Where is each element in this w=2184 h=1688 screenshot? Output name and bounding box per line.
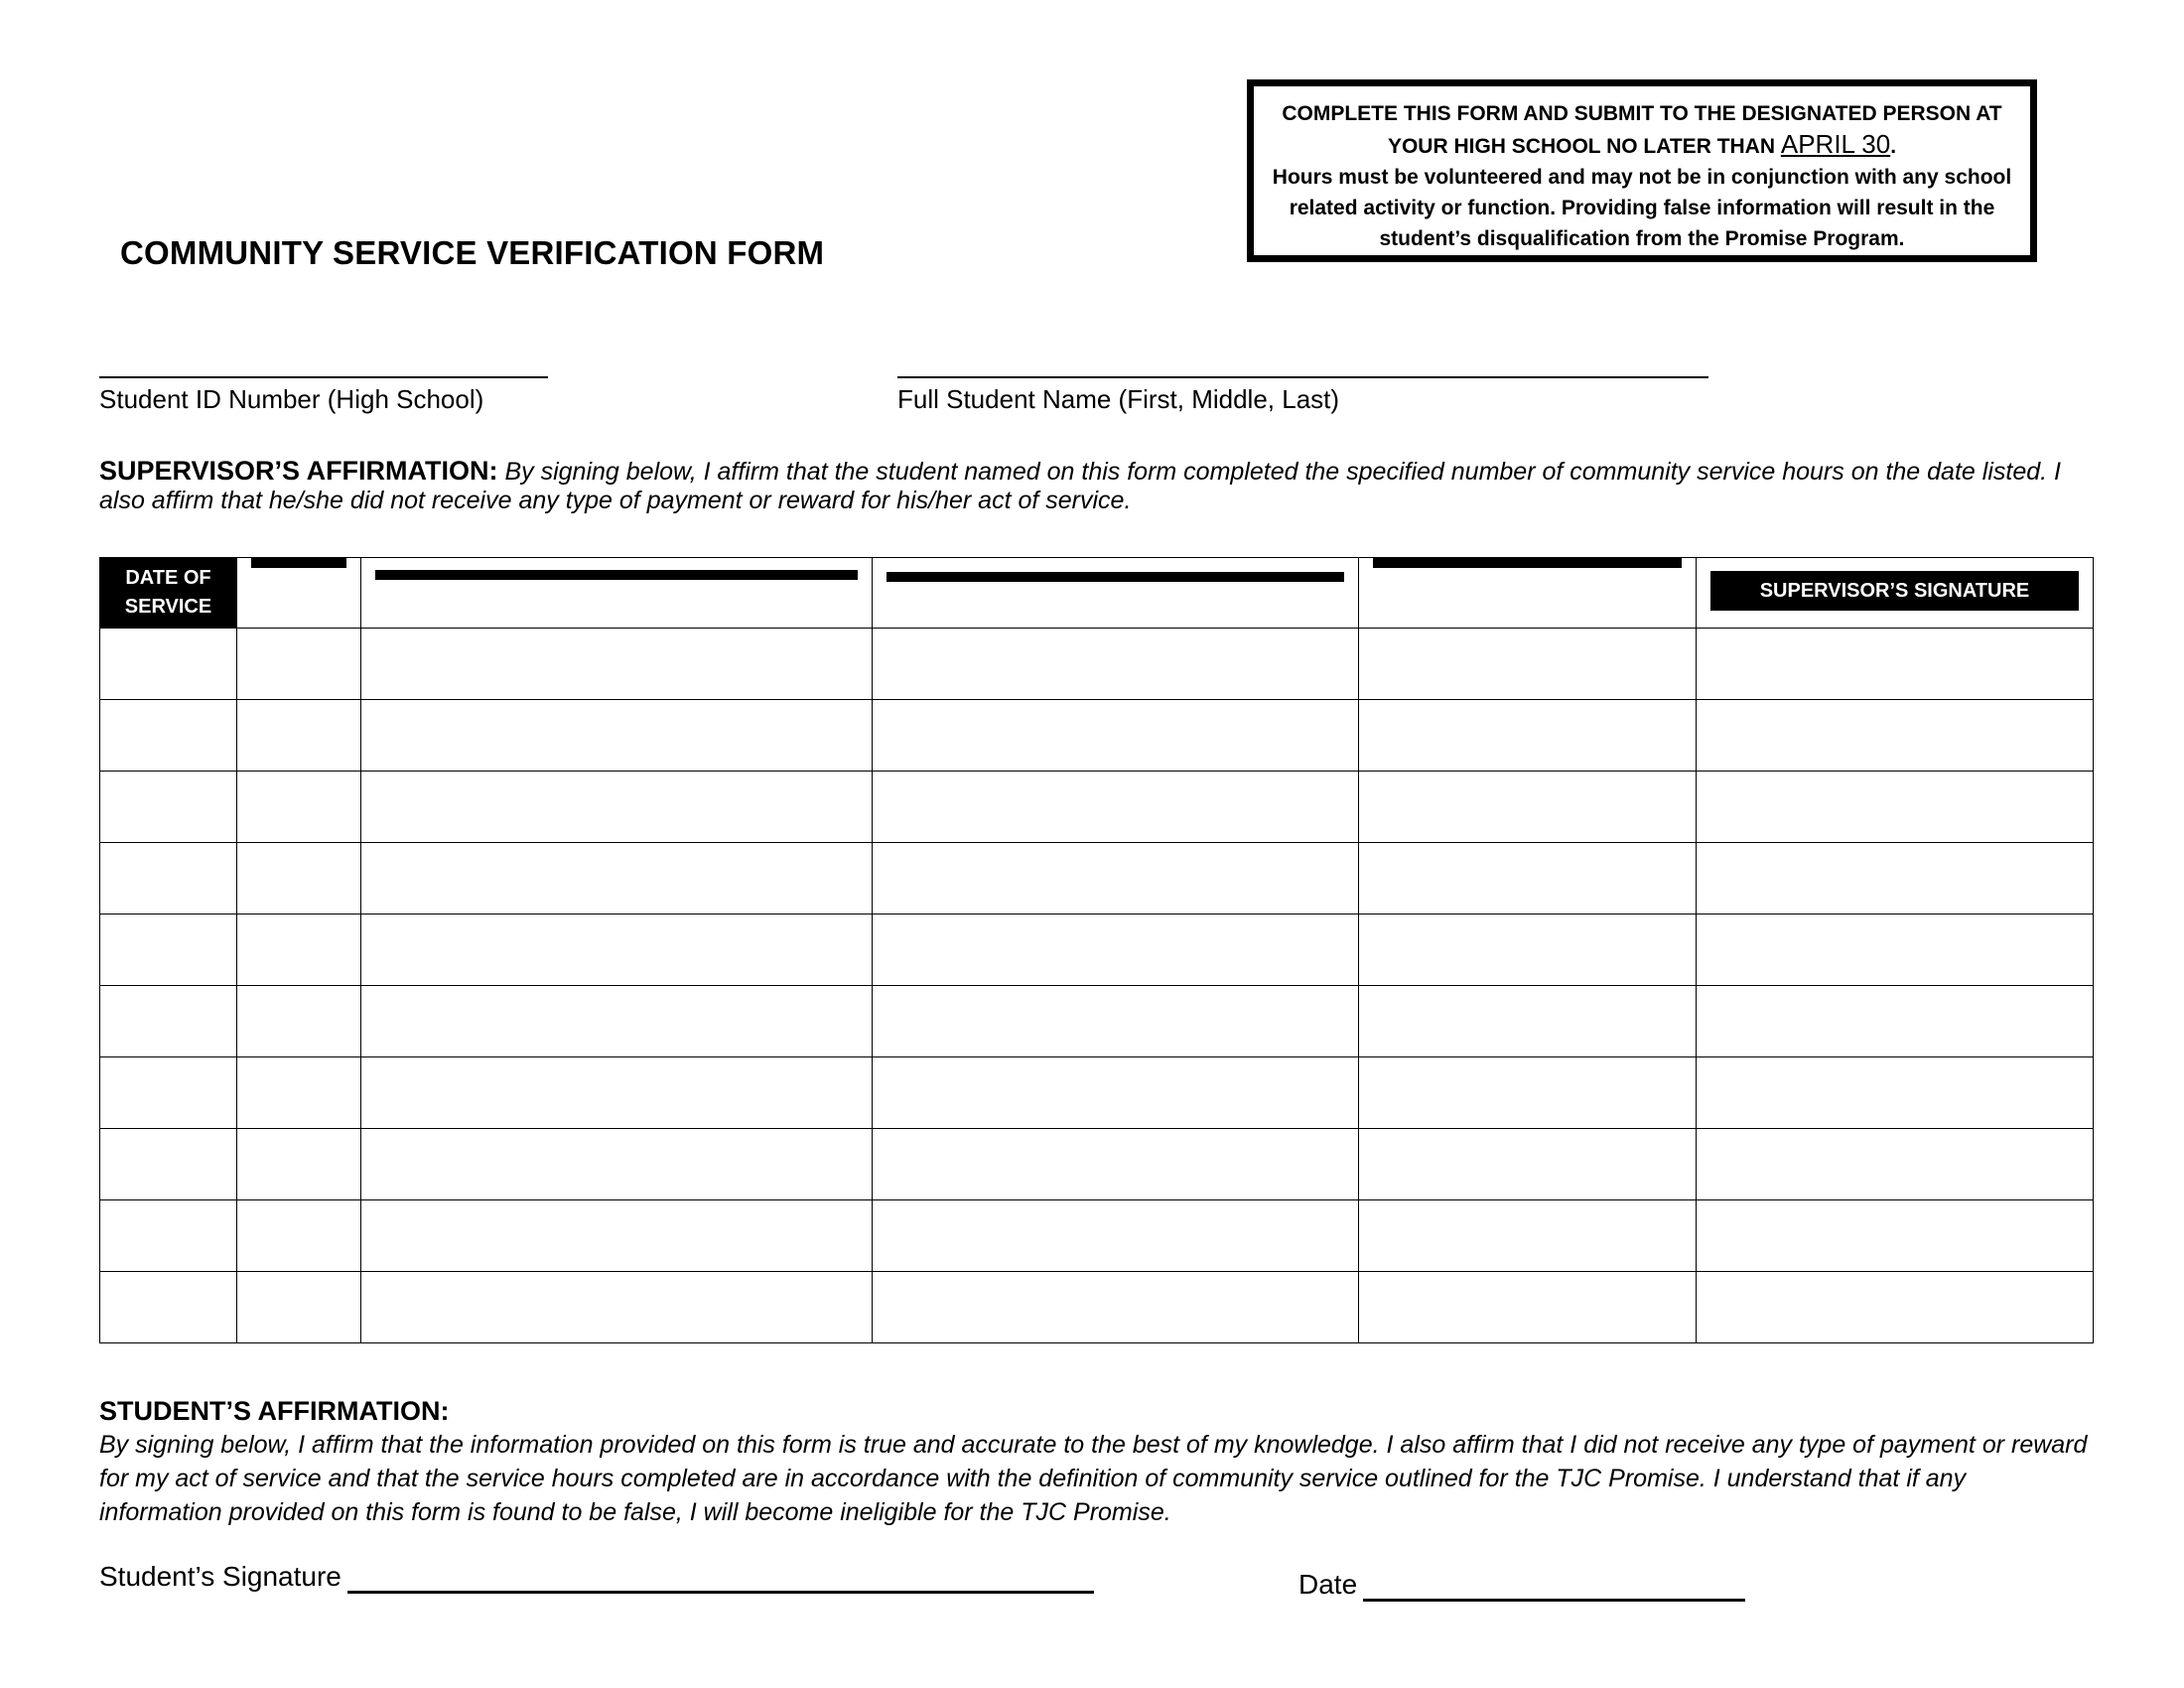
table-cell[interactable] bbox=[100, 914, 237, 986]
student-signature-label: Student’s Signature bbox=[99, 1561, 341, 1592]
student-name-field[interactable] bbox=[897, 376, 1708, 378]
table-cell[interactable] bbox=[237, 772, 361, 843]
table-cell[interactable] bbox=[237, 700, 361, 772]
table-cell[interactable] bbox=[361, 1057, 873, 1129]
table-header-row bbox=[100, 558, 2094, 629]
table-cell[interactable] bbox=[100, 1057, 237, 1129]
table-cell[interactable] bbox=[361, 986, 873, 1057]
table-cell[interactable] bbox=[237, 986, 361, 1057]
student-signature-field[interactable] bbox=[347, 1591, 1094, 1594]
table-cell[interactable] bbox=[873, 629, 1359, 700]
header-redacted-1 bbox=[237, 558, 361, 629]
table-cell[interactable] bbox=[1697, 914, 2094, 986]
header-date-of-service: DATE OF SERVICE bbox=[100, 558, 237, 629]
table-cell[interactable] bbox=[873, 1057, 1359, 1129]
deadline-date: APRIL 30 bbox=[1780, 129, 1891, 159]
table-cell[interactable] bbox=[237, 629, 361, 700]
table-cell[interactable] bbox=[237, 1272, 361, 1343]
redaction-bar bbox=[1373, 558, 1682, 568]
header-supervisor-signature bbox=[1697, 558, 2094, 629]
supervisor-affirmation-text: By signing below, I affirm that the student named on this form completed the specified number of community service hours on the date listed. I also affirm that he/she did not receive any type of payment or reward for his/her act of service. bbox=[99, 458, 2061, 514]
table-cell[interactable] bbox=[100, 629, 237, 700]
table-cell[interactable] bbox=[361, 1200, 873, 1272]
table-cell[interactable] bbox=[1697, 1272, 2094, 1343]
student-affirmation bbox=[99, 1394, 2095, 1529]
form-title: COMMUNITY SERVICE VERIFICATION FORM bbox=[120, 234, 825, 271]
header-redacted-4 bbox=[1359, 558, 1697, 629]
table-cell[interactable] bbox=[361, 772, 873, 843]
table-cell[interactable] bbox=[1697, 629, 2094, 700]
table-cell[interactable] bbox=[1697, 1057, 2094, 1129]
table-cell[interactable] bbox=[361, 629, 873, 700]
table-row bbox=[100, 1272, 2094, 1343]
table-cell[interactable] bbox=[361, 843, 873, 914]
student-affirmation-heading: STUDENT’S AFFIRMATION: bbox=[99, 1396, 450, 1426]
table-cell[interactable] bbox=[1359, 986, 1697, 1057]
table-cell[interactable] bbox=[873, 914, 1359, 986]
table-cell[interactable] bbox=[873, 1200, 1359, 1272]
date-label: Date bbox=[1298, 1569, 1358, 1600]
table-row bbox=[100, 629, 2094, 700]
table-cell[interactable] bbox=[100, 1200, 237, 1272]
table-cell[interactable] bbox=[361, 1129, 873, 1200]
table-row bbox=[100, 914, 2094, 986]
table-cell[interactable] bbox=[1359, 1272, 1697, 1343]
table-cell[interactable] bbox=[873, 772, 1359, 843]
supervisor-affirmation bbox=[99, 457, 2085, 515]
submission-notice-box bbox=[1247, 79, 2037, 262]
table-cell[interactable] bbox=[361, 914, 873, 986]
table-cell[interactable] bbox=[361, 700, 873, 772]
table-cell[interactable] bbox=[873, 1129, 1359, 1200]
table-cell[interactable] bbox=[1359, 629, 1697, 700]
table-cell[interactable] bbox=[237, 843, 361, 914]
table-cell[interactable] bbox=[873, 843, 1359, 914]
table-cell[interactable] bbox=[873, 986, 1359, 1057]
table-cell[interactable] bbox=[1697, 843, 2094, 914]
table-cell[interactable] bbox=[100, 986, 237, 1057]
supervisor-affirmation-heading: SUPERVISOR’S AFFIRMATION: bbox=[99, 456, 498, 486]
date-field[interactable] bbox=[1363, 1599, 1745, 1602]
table-cell[interactable] bbox=[100, 843, 237, 914]
header-redacted-3 bbox=[873, 558, 1359, 629]
table-cell[interactable] bbox=[1359, 1200, 1697, 1272]
table-row bbox=[100, 1057, 2094, 1129]
service-hours-table bbox=[99, 557, 2094, 1343]
student-name-label: Full Student Name (First, Middle, Last) bbox=[897, 384, 1340, 414]
redaction-bar bbox=[251, 558, 346, 568]
table-cell[interactable] bbox=[100, 1272, 237, 1343]
notice-line-2 bbox=[1254, 129, 2030, 162]
table-row bbox=[100, 843, 2094, 914]
table-cell[interactable] bbox=[1697, 1200, 2094, 1272]
supervisor-signature-label: SUPERVISOR’S SIGNATURE bbox=[1710, 571, 2079, 611]
table-cell[interactable] bbox=[1359, 1129, 1697, 1200]
redaction-bar bbox=[375, 570, 858, 580]
table-cell[interactable] bbox=[361, 1272, 873, 1343]
table-row bbox=[100, 700, 2094, 772]
redaction-bar bbox=[887, 572, 1344, 582]
student-affirmation-text: By signing below, I affirm that the information provided on this form is true and accurate to the best of my knowledge. I also affirm that I did not receive any type of payment or reward for my act of service and that the service hours completed are in accordance with the definition of community service outlined for the TJC Promise. I understand that if any information provided on this form is found to be false, I will become ineligible for the TJC Promise. bbox=[99, 1431, 2088, 1526]
notice-line-1: COMPLETE THIS FORM AND SUBMIT TO THE DESIGNATED PERSON AT bbox=[1282, 102, 2002, 125]
table-cell[interactable] bbox=[1359, 772, 1697, 843]
table-cell[interactable] bbox=[1697, 1129, 2094, 1200]
table-cell[interactable] bbox=[1359, 914, 1697, 986]
table-row bbox=[100, 986, 2094, 1057]
table-cell[interactable] bbox=[873, 700, 1359, 772]
notice-line-2-prefix: YOUR HIGH SCHOOL NO LATER THAN bbox=[1387, 135, 1781, 158]
table-cell[interactable] bbox=[100, 772, 237, 843]
table-cell[interactable] bbox=[237, 1129, 361, 1200]
table-cell[interactable] bbox=[873, 1272, 1359, 1343]
table-cell[interactable] bbox=[1697, 700, 2094, 772]
table-row bbox=[100, 1200, 2094, 1272]
table-cell[interactable] bbox=[237, 1057, 361, 1129]
table-cell[interactable] bbox=[100, 700, 237, 772]
table-cell[interactable] bbox=[100, 1129, 237, 1200]
table-row bbox=[100, 1129, 2094, 1200]
table-row bbox=[100, 772, 2094, 843]
table-cell[interactable] bbox=[1697, 772, 2094, 843]
table-cell[interactable] bbox=[1359, 843, 1697, 914]
table-cell[interactable] bbox=[1359, 1057, 1697, 1129]
table-cell[interactable] bbox=[237, 1200, 361, 1272]
table-cell[interactable] bbox=[237, 914, 361, 986]
notice-line-2-suffix: . bbox=[1890, 135, 1897, 158]
header-redacted-2 bbox=[361, 558, 873, 629]
student-id-label: Student ID Number (High School) bbox=[99, 384, 484, 414]
table-cell[interactable] bbox=[1359, 700, 1697, 772]
student-id-field[interactable] bbox=[99, 376, 548, 378]
table-cell[interactable] bbox=[1697, 986, 2094, 1057]
notice-rules: Hours must be volunteered and may not be in conjunction with any school related activity or function. Providing false information will result in the student’s disqualification from the Promise Program. bbox=[1272, 166, 2012, 250]
